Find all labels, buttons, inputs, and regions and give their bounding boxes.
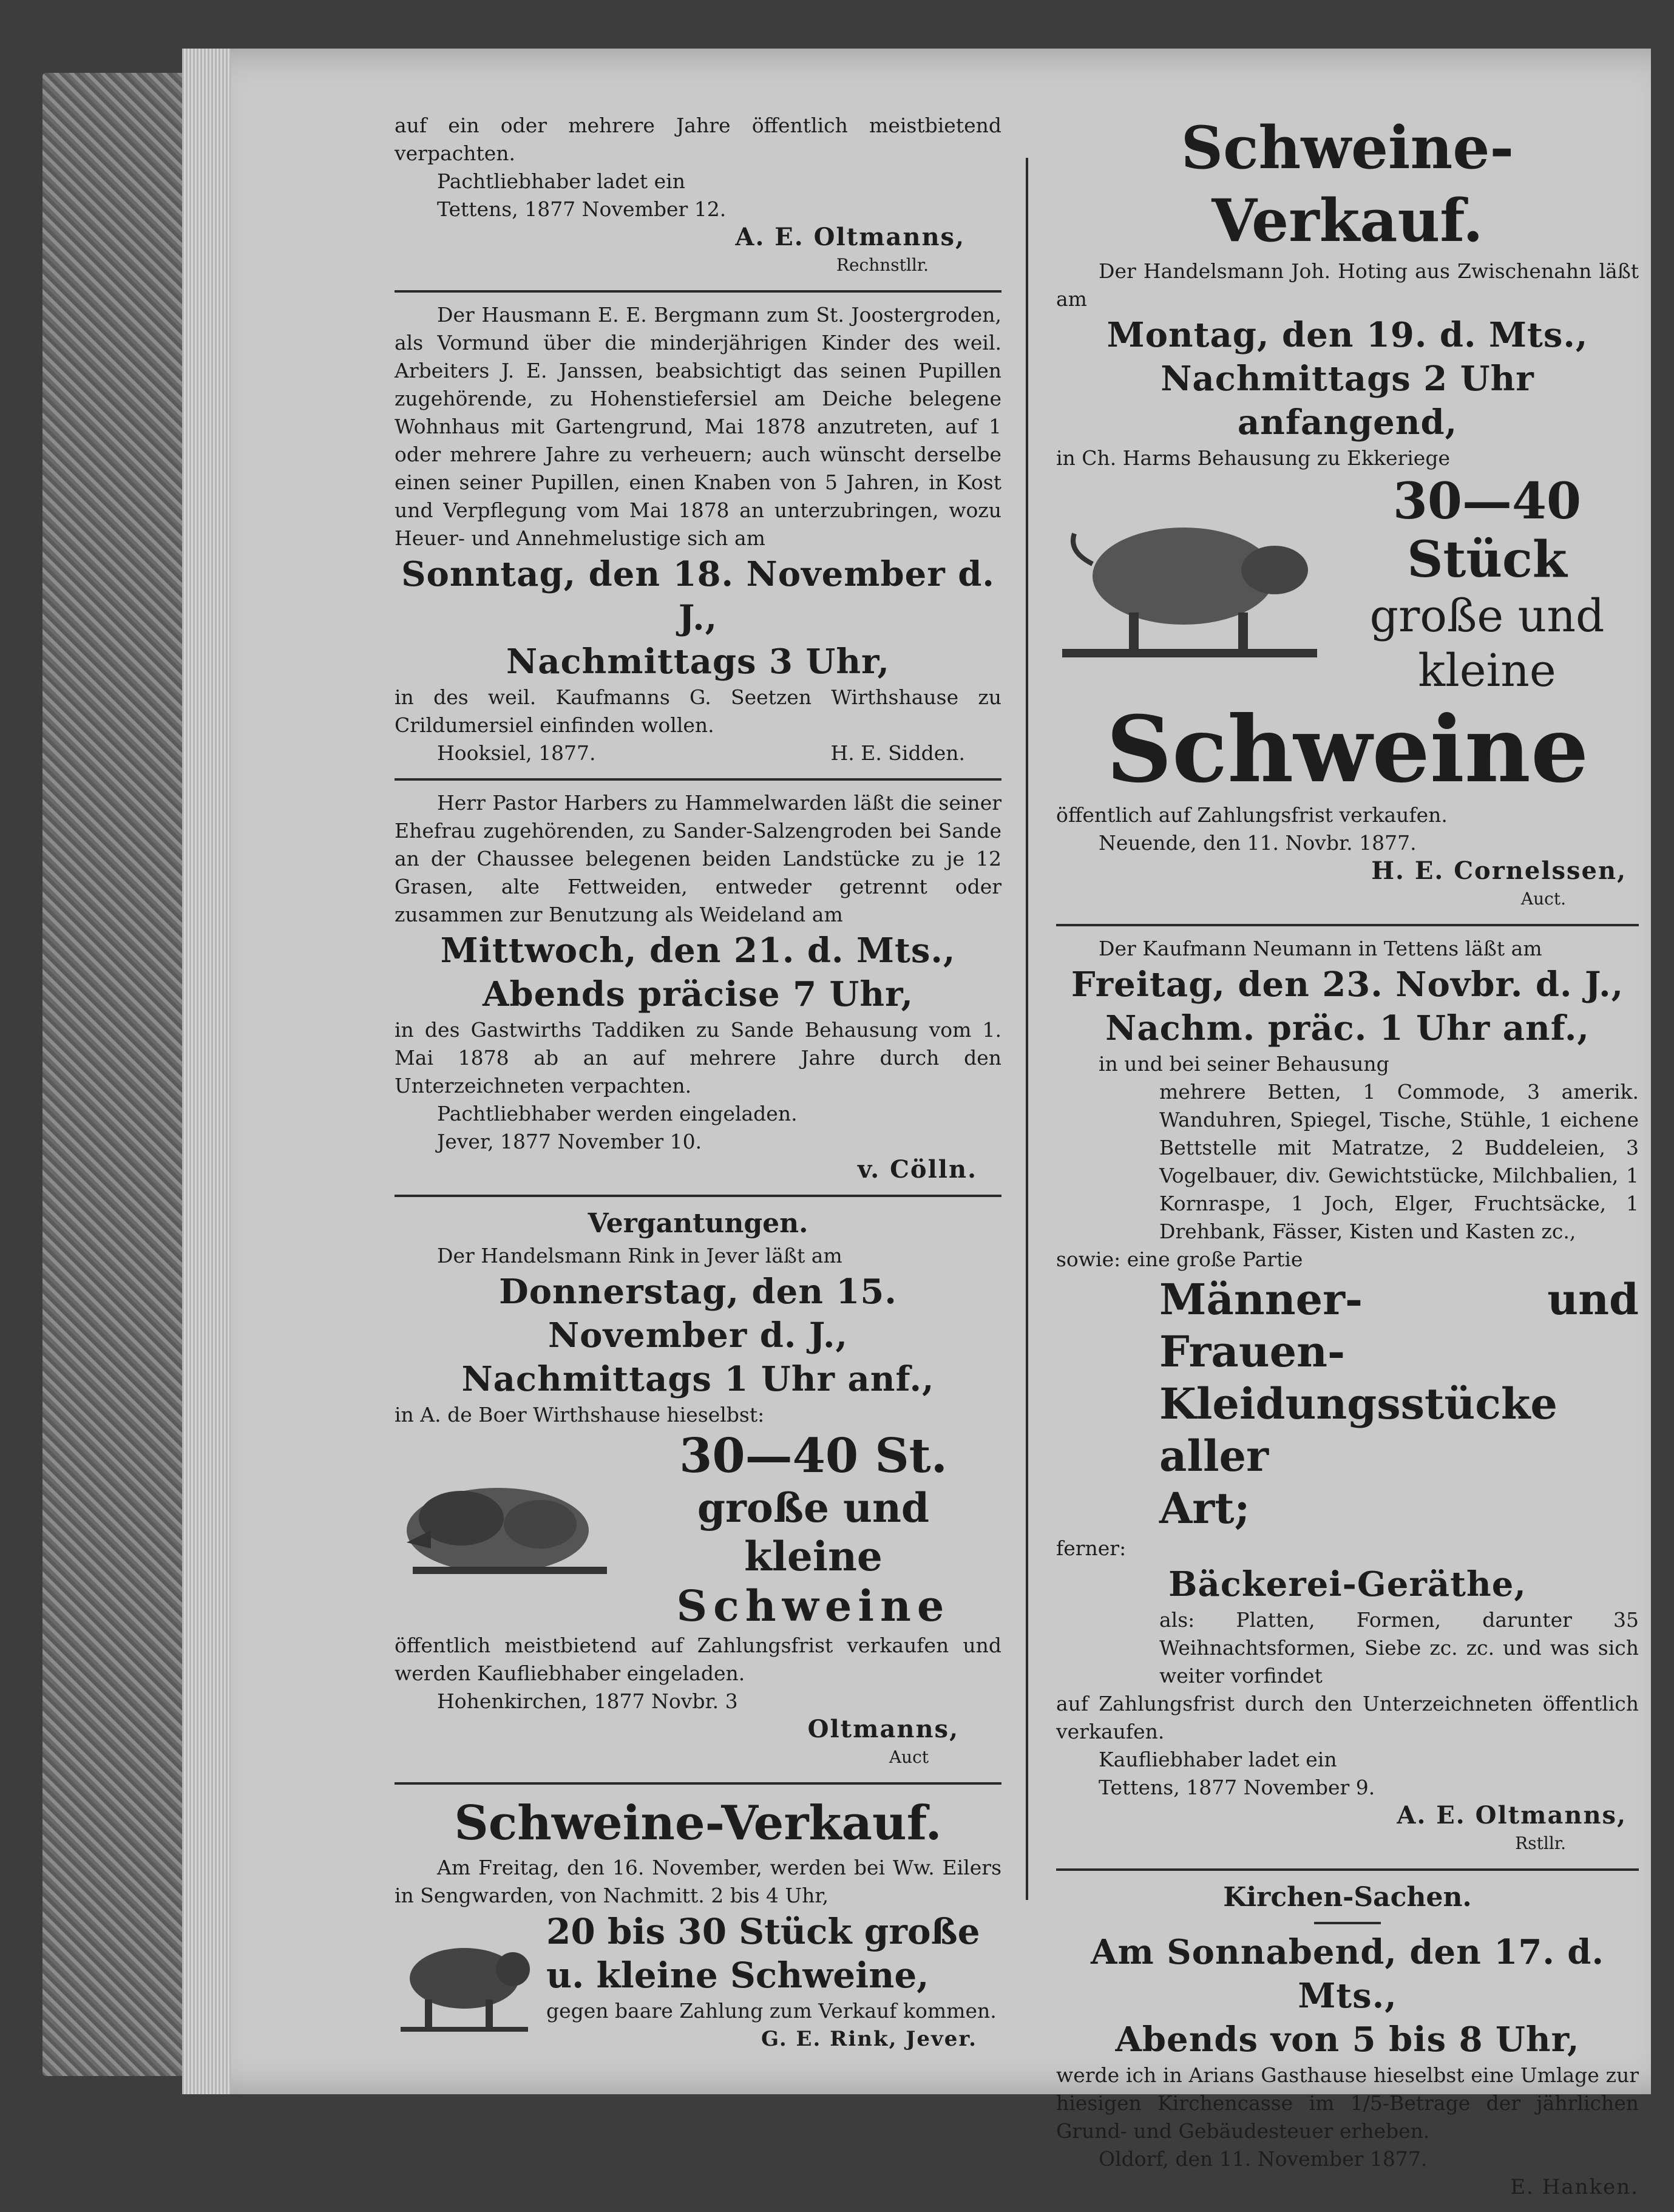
pig-illustration-block <box>1056 472 1639 698</box>
ad-role: Auct. <box>1520 889 1566 909</box>
ad-invite: Kaufliebhaber ladet ein <box>1099 1748 1337 1771</box>
ad-invite: Pachtliebhaber ladet ein <box>437 169 685 193</box>
pig-sale-headline <box>1335 472 1639 698</box>
ad-time-line: Nachmittags 3 Uhr, <box>506 642 890 682</box>
ad-date: Neuende, den 11. Novbr. 1877. <box>1099 831 1417 855</box>
ad-time-line: Abends präcise 7 Uhr, <box>482 974 914 1014</box>
ad-eilers-pig-sale <box>395 1785 1001 2064</box>
ad-text: Herr Pastor Harbers zu Hammelwarden läßt die seiner Ehefrau zugehörenden, zu Sander-Salzengroden bei Sande an der Chaussee belegenen beiden Landstücke zu je 12 Grasen, alte Fettweiden, entweder getrennt oder zusammen zur Benutzung als Weideland am <box>395 791 1001 926</box>
ad-role: Rstllr. <box>1515 1833 1566 1853</box>
pig-icon <box>395 1924 534 2039</box>
ad-time-line: Nachmittags 2 Uhr anfangend, <box>1161 359 1534 443</box>
ad-text: Am Freitag, den 16. November, werden bei Ww. Eilers in Sengwarden, von Nachmitt. 2 bis 4 Uhr, <box>395 1856 1001 1907</box>
ad-hoting-pig-sale <box>1056 103 1639 926</box>
ad-invite: Pachtliebhaber werden eingeladen. <box>437 1102 798 1125</box>
ad-text: werde ich in Arians Gasthause hieselbst eine Umlage zur hiesigen Kirchencasse im 1/5-Betrage der jährlichen Grund- und Gebäudesteuer erheben. <box>1056 2063 1639 2143</box>
ad-signature: G. E. Rink, Jever. <box>761 2027 977 2051</box>
ad-signature: E. Hanken. <box>1510 2175 1639 2199</box>
headline-line-3: Art; <box>1159 1483 1250 1533</box>
ad-text: Der Hausmann E. E. Bergmann zum St. Joostergroden, als Vormund über die minderjährigen Kinder des weil. Arbeiters J. E. Janssen, beabsichtigt das seinen Pupillen zugehörende, zu Hohenstiefersiel am Deiche belegene Wohnhaus mit Gartengrund, Mai 1878 anzutreten, auf 1 oder mehrere Jahre zu verheuern; auch wünscht derselbe einen seiner Pupillen, einen Knaben von 5 Jahren, in Kost und Verpflegung vom Mai 1878 an unterzubringen, wozu Heuer- und Annehmelustige sich am <box>395 303 1001 550</box>
ad-date: Hohenkirchen, 1877 Novbr. 3 <box>437 1689 738 1713</box>
ad-signature: A. E. Oltmanns, <box>735 223 965 251</box>
headline-animal: u. kleine Schweine, <box>546 1955 929 1996</box>
ad-date-line: Mittwoch, den 21. d. Mts., <box>440 931 956 971</box>
ad-date: Tettens, 1877 November 9. <box>1099 1776 1375 1799</box>
ad-signature: v. Cölln. <box>858 1155 977 1184</box>
pig-icon <box>1056 497 1323 673</box>
ad-signature: H. E. Cornelssen, <box>1371 857 1627 885</box>
ad-text: sowie: eine große Partie <box>1056 1247 1303 1271</box>
ad-signature: Oltmanns, <box>807 1715 959 1743</box>
ad-title: Schweine-Verkauf. <box>454 1796 942 1851</box>
short-divider <box>1314 1922 1381 1924</box>
ad-text: in des weil. Kaufmanns G. Seetzen Wirthshause zu Crildumersiel einfinden wollen. <box>395 685 1001 737</box>
ad-footer <box>395 739 1001 767</box>
section-heading: Kirchen-Sachen. <box>1223 1882 1472 1913</box>
ad-time-line: Nachmittags 1 Uhr anf., <box>461 1359 935 1399</box>
ad-lease-continued <box>395 103 1001 293</box>
ad-text: öffentlich meistbietend auf Zahlungsfrist verkaufen und werden Kaufliebhaber eingeladen. <box>395 1634 1001 1685</box>
ad-date-line: Freitag, den 23. Novbr. d. J., <box>1071 965 1624 1005</box>
ad-title: Schweine-Verkauf. <box>1181 114 1514 255</box>
headline-line-1: Männer- und Frauen- <box>1159 1274 1639 1377</box>
ad-text: öffentlich auf Zahlungsfrist verkaufen. <box>1056 803 1448 827</box>
pig-illustration-block <box>395 1429 1001 1632</box>
headline-animal: Schweine <box>1106 696 1589 803</box>
ad-text: auf ein oder mehrere Jahre öffentlich meistbietend verpachten. <box>395 114 1001 165</box>
ad-neumann-auction <box>1056 926 1639 1871</box>
headline-quantity: 20 bis 30 Stück große <box>546 1911 980 1952</box>
ad-place: in A. de Boer Wirthshause hieselbst: <box>395 1403 765 1427</box>
ad-date: Jever, 1877 November 10. <box>437 1130 702 1153</box>
ad-place: in und bei seiner Behausung <box>1099 1052 1389 1076</box>
headline-size: große und kleine <box>697 1484 930 1580</box>
headline-quantity: 30—40 St. <box>679 1428 947 1484</box>
ad-text: auf Zahlungsfrist durch den Unterzeichneten öffentlich verkaufen. <box>1056 1692 1639 1743</box>
ad-role: Rechnstllr. <box>836 255 929 275</box>
column-divider <box>1026 158 1028 1900</box>
pig-herd-icon <box>395 1464 613 1597</box>
headline-size: große und <box>1369 590 1605 642</box>
ad-text: ferner: <box>1056 1536 1127 1560</box>
ad-bergmann <box>395 293 1001 781</box>
ad-harbers <box>395 781 1001 1197</box>
ad-time-line: Nachm. präc. 1 Uhr anf., <box>1105 1008 1590 1048</box>
ad-text: Der Kaufmann Neumann in Tettens läßt am <box>1099 937 1542 960</box>
page-fore-edge <box>182 49 231 2094</box>
ad-date-line: Donnerstag, den 15. November d. J., <box>499 1272 897 1355</box>
ad-date: Oldorf, den 11. November 1877. <box>1099 2147 1428 2171</box>
left-column <box>395 103 1001 2064</box>
section-heading: Vergantungen. <box>588 1208 808 1239</box>
ad-role: Auct <box>889 1747 929 1767</box>
ad-text: als: Platten, Formen, darunter 35 Weihnachtsformen, Siebe zc. zc. und was sich weiter vorfindet <box>1159 1608 1639 1688</box>
ad-date-line: Am Sonnabend, den 17. d. Mts., <box>1091 1932 1604 2016</box>
ad-place: Hooksiel, 1877. <box>437 741 596 765</box>
right-column <box>1056 103 1639 2212</box>
clothing-headline <box>1056 1274 1639 1535</box>
ad-date: Tettens, 1877 November 12. <box>437 197 727 221</box>
headline-size-small: kleine <box>1418 645 1556 697</box>
ad-date-line: Montag, den 19. d. Mts., <box>1106 315 1588 355</box>
ad-signature: A. E. Oltmanns, <box>1397 1801 1627 1830</box>
headline-bakery: Bäckerei-Geräthe, <box>1168 1564 1527 1604</box>
ad-rink-auction <box>395 1197 1001 1785</box>
headline-line-2: Kleidungsstücke aller <box>1159 1379 1557 1481</box>
item-list: mehrere Betten, 1 Commode, 3 amerik. Wanduhren, Spiegel, Tische, Stühle, 1 eichene Bettstelle mit Matratze, 2 Buddeleien, 3 Vogelbauer, div. Gewichtstücke, Milchbalien, 1 Kornraspe, 1 Joch, Elger, Fruchtsäcke, 1 Drehbank, Fässer, Kisten und Kasten zc., <box>1159 1080 1639 1243</box>
pig-illustration-block <box>395 1910 1001 2053</box>
ad-signature: H. E. Sidden. <box>830 741 965 765</box>
ad-date-line: Sonntag, den 18. November d. J., <box>401 554 995 638</box>
pig-sale-headline <box>546 1910 1001 2053</box>
headline-animal: Schweine <box>676 1581 951 1631</box>
ad-text: Der Handelsmann Rink in Jever läßt am <box>437 1244 842 1267</box>
ad-church-matters <box>1056 1871 1639 2212</box>
book-spine-edge <box>42 73 188 2076</box>
ad-text: gegen baare Zahlung zum Verkauf kommen. <box>546 1999 997 2023</box>
headline-quantity: 30—40 Stück <box>1392 472 1582 589</box>
ad-text: in des Gastwirths Taddiken zu Sande Behausung vom 1. Mai 1878 ab an auf mehrere Jahre durch den Unterzeichneten verpachten. <box>395 1018 1001 1098</box>
ad-text: Der Handelsmann Joh. Hoting aus Zwischenahn läßt am <box>1056 259 1639 311</box>
pig-sale-headline <box>625 1429 1001 1632</box>
ad-time-line: Abends von 5 bis 8 Uhr, <box>1115 2020 1580 2060</box>
ad-place: in Ch. Harms Behausung zu Ekkeriege <box>1056 446 1450 470</box>
